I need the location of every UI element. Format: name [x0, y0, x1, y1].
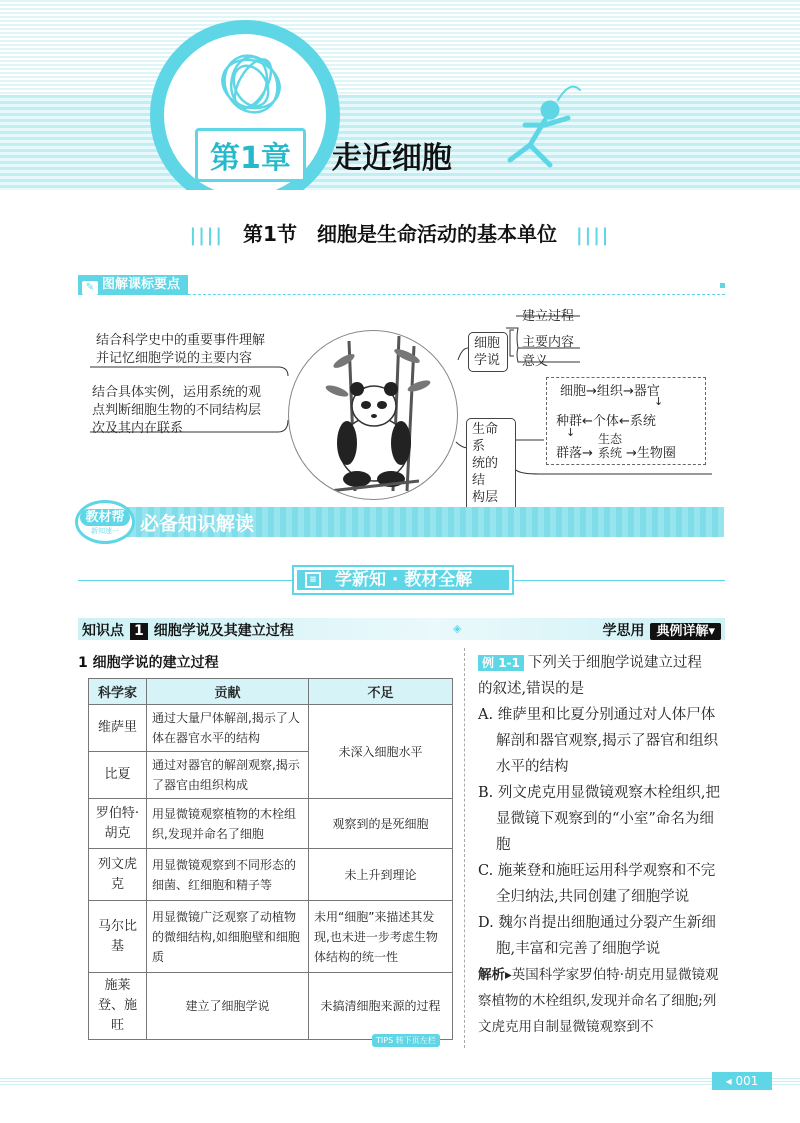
- analysis-label: 解析: [478, 967, 505, 983]
- tips-badge: TIPS 转下页左栏: [372, 1034, 440, 1047]
- learn-new-inner: [297, 570, 509, 590]
- level-population: 种群: [556, 414, 583, 429]
- option-c: C. 施莱登和施旺运用科学观察和不完全归纳法,共同创建了细胞学说: [478, 863, 716, 905]
- key-points-label-text: 图解课标要点: [102, 277, 181, 292]
- level-system: 系统: [629, 414, 656, 429]
- level-biosphere: 生物圈: [636, 446, 676, 461]
- cell-theory-item: 主要内容: [522, 335, 575, 350]
- requirement-2: [92, 384, 261, 438]
- knowledge-point-title: 细胞学说及其建立过程: [153, 623, 294, 639]
- contribution-cell: 用显微镜观察到不同形态的细菌、红细胞和精子等: [147, 849, 309, 901]
- contribution-cell: 用显微镜广泛观察了动植物的微细结构,如细胞壁和细胞质: [147, 901, 309, 973]
- section-title: [0, 218, 800, 247]
- level-tissue: 组织: [596, 384, 623, 399]
- runner-icon: [500, 70, 590, 180]
- requirement-2-line: 结合具体实例，运用系统的观: [92, 385, 262, 400]
- table-header-row: [89, 679, 453, 705]
- chapter-title: 走近细胞: [331, 141, 452, 176]
- level-ecosystem-line: 系统: [598, 446, 623, 460]
- levels-row-3-end: →生物圈: [626, 446, 676, 461]
- page-number-text: 001: [735, 1074, 759, 1088]
- shortcoming-cell: 未深入细胞水平: [309, 705, 453, 799]
- requirement-1: [96, 332, 265, 368]
- level-cell: 细胞: [560, 384, 587, 399]
- contribution-cell: 通过大量尸体解剖,揭示了人体在器官水平的结构: [147, 705, 309, 752]
- textbook-badge-sub: 新知速一: [91, 527, 119, 535]
- panda-icon: [289, 331, 458, 500]
- level-organ: 器官: [633, 384, 660, 399]
- scientist-cell: 施莱登、施旺: [89, 973, 147, 1040]
- level-ecosystem-line: 生态: [598, 432, 623, 446]
- example-block: [478, 650, 728, 1040]
- textbook-badge: [75, 500, 135, 544]
- learn-apply-heading: [602, 620, 721, 640]
- table-header: 不足: [309, 679, 453, 705]
- footer-line: [0, 1078, 800, 1086]
- table-row: [89, 705, 453, 752]
- textbook-badge-label: 教材帮: [80, 509, 130, 526]
- decor-bars-right: ||||: [576, 225, 611, 246]
- knowledge-point-heading: [82, 620, 294, 640]
- key-points-bar: [78, 275, 725, 295]
- notebook-icon: ≡: [305, 572, 321, 588]
- requirement-2-line: 次及其内在联系: [92, 421, 184, 436]
- table-row: [89, 849, 453, 901]
- chapter-header: [0, 0, 800, 190]
- table-row: [89, 799, 453, 849]
- node-cell-theory: [468, 332, 508, 372]
- contribution-cell: 建立了细胞学说: [147, 973, 309, 1040]
- scientist-cell: 马尔比基: [89, 901, 147, 973]
- cell-theory-item: 建立过程: [522, 309, 575, 324]
- key-points-label: [78, 275, 188, 295]
- node-levels-line: 构层: [472, 490, 499, 505]
- example-number: 1-1: [498, 656, 520, 670]
- learn-new-box: [292, 565, 514, 595]
- levels-row-3: 群落→: [556, 446, 593, 461]
- scientist-cell: 维萨里: [89, 705, 147, 752]
- knowledge-point-strip: [78, 618, 725, 640]
- learn-new-title: 学新知 · 教材全解: [335, 570, 473, 590]
- analysis: [478, 962, 728, 1040]
- page-number: ◂ 001: [712, 1072, 772, 1090]
- subheading: 1 细胞学说的建立过程: [78, 655, 219, 671]
- arrow-down-icon: ↓: [566, 426, 576, 439]
- example-tag: [478, 655, 524, 671]
- table-row: [89, 901, 453, 973]
- shortcoming-cell: 未上升到理论: [309, 849, 453, 901]
- node-levels-line: 统的结: [472, 456, 499, 488]
- analysis-text: 英国科学家罗伯特·胡克用显微镜观察植物的木栓组织,发现并命名了细胞;列文虎克用自制显微镜观察到不: [478, 967, 719, 1035]
- learn-apply-label: 学思用: [602, 623, 645, 639]
- example-stem-line-2: 的叙述,错误的是: [478, 681, 585, 697]
- table-header: 科学家: [89, 679, 147, 705]
- example-stem-line: 下列关于细胞学说建立过程: [527, 655, 702, 671]
- cell-theory-item: 意义: [522, 354, 549, 369]
- node-cell-theory-line: 学说: [474, 353, 501, 368]
- decor-bars-left: ||||: [189, 225, 224, 246]
- knowledge-point-prefix: 知识点: [82, 623, 124, 639]
- scribble-icon: [212, 45, 290, 123]
- diamond-icon: ◈: [453, 622, 462, 635]
- triangle-right-icon: ▸: [505, 967, 512, 983]
- chapter-number: 第1章: [195, 128, 306, 182]
- option-a: A. 维萨里和比夏分别通过对人体尸体解剖和器官观察,揭示了器官和组织水平的结构: [478, 707, 719, 775]
- panda-illustration: [288, 330, 458, 500]
- knowledge-point-number: 1: [130, 623, 148, 640]
- example-detail-tag: 典例详解▾: [650, 623, 721, 640]
- essential-knowledge-title: 必备知识解读: [140, 513, 255, 535]
- node-cell-theory-line: 细胞: [474, 336, 501, 351]
- shortcoming-cell: 未搞清细胞来源的过程: [309, 973, 453, 1040]
- node-levels-line: 生命系: [472, 422, 499, 454]
- scientist-cell: 比夏: [89, 752, 147, 799]
- level-individual: 个体: [592, 414, 619, 429]
- pencil-icon: ✎: [82, 281, 98, 295]
- requirement-1-line: 结合科学史中的重要事件理解: [96, 333, 266, 348]
- table-row: [89, 973, 453, 1040]
- example-tag-label: 例: [482, 656, 495, 670]
- chapter-title-row: [195, 128, 452, 182]
- level-ecosystem: [598, 432, 622, 460]
- shortcoming-cell: 未用“细胞”来描述其发现,也未进一步考虑生物体结构的统一性: [309, 901, 453, 973]
- scientist-cell: 罗伯特·胡克: [89, 799, 147, 849]
- requirement-2-line: 点判断细胞生物的不同结构层: [92, 403, 262, 418]
- table-header: 贡献: [147, 679, 309, 705]
- shortcoming-cell: 观察到的是死细胞: [309, 799, 453, 849]
- contribution-cell: 用显微镜观察植物的木栓组织,发现并命名了细胞: [147, 799, 309, 849]
- example-stem: [478, 650, 728, 676]
- essential-knowledge-bar: [112, 507, 724, 537]
- history-table: [88, 678, 453, 1040]
- level-community: 群落: [556, 446, 583, 461]
- contribution-cell: 通过对器官的解剖观察,揭示了器官由组织构成: [147, 752, 309, 799]
- scientist-cell: 列文虎克: [89, 849, 147, 901]
- section-title-text: 第1节 细胞是生命活动的基本单位: [243, 222, 557, 246]
- levels-row-2: 种群←个体←系统: [556, 414, 656, 429]
- requirement-1-line: 并记忆细胞学说的主要内容: [96, 351, 253, 366]
- arrow-down-icon: ↓: [654, 395, 664, 408]
- column-divider: [464, 648, 465, 1048]
- levels-row-1: 细胞→组织→器官: [560, 384, 660, 399]
- option-b: B. 列文虎克用显微镜观察木栓组织,把显微镜下观察到的“小室”命名为细胞: [478, 785, 720, 853]
- option-d: D. 魏尔肖提出细胞通过分裂产生新细胞,丰富和完善了细胞学说: [478, 915, 716, 957]
- bar-end-marker: [720, 283, 725, 288]
